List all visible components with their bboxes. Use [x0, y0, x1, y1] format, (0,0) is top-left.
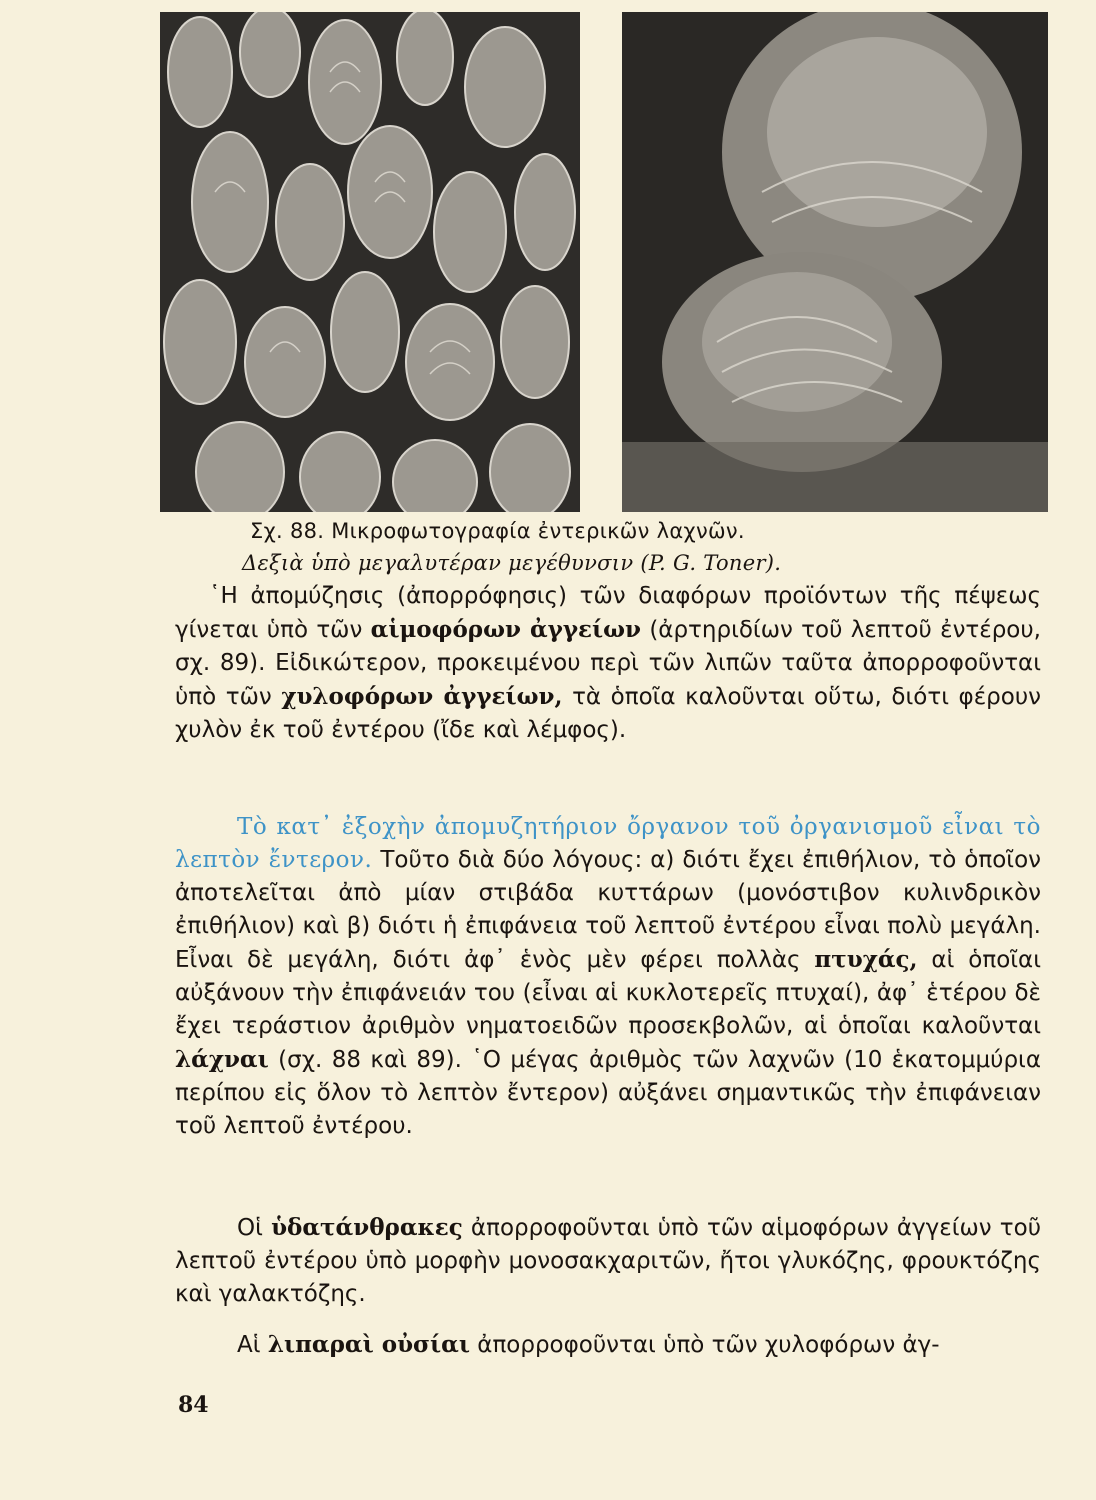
text-run: Οἱ	[237, 1215, 272, 1241]
text-run: αἱ ὁποῖαι αὐξάνουν τὴν ἐπιφάνειάν του (εἶναι αἱ κυκλοτερεῖς πτυχαί), ἀφ᾽ ἑτέρου δὲ ἔχει τεράστιον ἀριθμὸν νηματοειδῶν προσεκβολῶν, αἱ ὁποῖαι καλοῦνται	[175, 947, 1041, 1039]
highlighted-statement: Τὸ κατ᾽ ἐξοχὴν ἀπομυζητήριον ὄργανον τοῦ ὀργανισμοῦ εἶναι τὸ λεπτὸν ἔντερον.	[175, 814, 1041, 873]
bold-term: λιπαραὶ οὐσίαι	[267, 1331, 470, 1358]
text-run: ῾Η ἀπομύζησις (ἀπορρόφησις) τῶν διαφόρων προϊόντων τῆς πέψεως γίνεται ὑπὸ τῶν	[175, 583, 1041, 643]
micrograph-villi-right	[622, 12, 1048, 512]
figure-caption-line2: Δεξιὰ ὑπὸ μεγαλυτέραν μεγέθυνσιν (P. G. Toner).	[242, 551, 782, 575]
text-run: τὰ ὁποῖα καλοῦνται οὕτω, διότι φέρουν χυλὸν ἐκ τοῦ ἐντέρου (ἴδε καὶ λέμφος).	[175, 684, 1041, 743]
text-run: ἀπορροφοῦνται ὑπὸ τῶν χυλοφόρων ἀγ-	[469, 1332, 940, 1358]
text-run: (ἀρτηριδίων τοῦ λεπτοῦ ἐντέρου, σχ. 89). Εἰδικώτερον, προκειμένου περὶ τῶν λιπῶν ταῦτα ἀπορροφοῦνται ὑπὸ τῶν	[175, 617, 1041, 710]
text-run: ἀπορροφοῦνται ὑπὸ τῶν αἱμοφόρων ἀγγείων τοῦ λεπτοῦ ἐντέρου ὑπὸ μορφὴν μονοσακχαριτῶν, ἤτοι γλυκόζης, φρουκτόζης καὶ γαλακτόζης.	[175, 1215, 1042, 1307]
bold-term: ὑδατάνθρακες	[271, 1214, 463, 1241]
text-run: (σχ. 88 καὶ 89). ῾Ο μέγας ἀριθμὸς τῶν λαχνῶν (10 ἑκατομμύρια περίπου εἰς ὅλον τὸ λεπτὸν ἔντερον) αὐξάνει σημαντικῶς τὴν ἐπιφάνειαν τοῦ λεπτοῦ ἐντέρου.	[175, 1047, 1041, 1139]
paragraph-small-intestine	[175, 811, 1041, 1143]
bold-term: χυλοφόρων ἀγγείων,	[281, 683, 563, 710]
bold-term: λάχναι	[175, 1046, 269, 1073]
text-run: Τοῦτο διὰ δύο λόγους: α) διότι ἔχει ἐπιθήλιον, τὸ ὁποῖον ἀποτελεῖται ἀπὸ μίαν στιβάδα κυττάρων (μονόστιβον κυλινδρικὸν ἐπιθήλιον) καὶ β) διότι ἡ ἐπιφάνεια τοῦ λεπτοῦ ἐντέρου εἶναι πολὺ μεγάλη. Εἶναι δὲ μεγάλη, διότι ἀφ᾽ ἑνὸς μὲν φέρει πολλὰς	[175, 847, 1041, 973]
figure-caption-line1: Σχ. 88. Μικροφωτογραφία ἐντερικῶν λαχνῶν.	[250, 519, 745, 543]
villi-closeup-image	[622, 12, 1048, 512]
page-number: 84	[178, 1392, 209, 1418]
villi-micrograph-image	[160, 12, 580, 512]
text-run: Αἱ	[237, 1332, 268, 1358]
paragraph-absorption	[175, 580, 1041, 747]
paragraph-carbohydrates	[175, 1211, 1041, 1311]
micrograph-villi-left	[160, 12, 580, 512]
paragraph-fats	[175, 1328, 1041, 1362]
bold-term: αἱμοφόρων ἀγγείων	[370, 616, 641, 643]
bold-term: πτυχάς,	[814, 946, 918, 973]
